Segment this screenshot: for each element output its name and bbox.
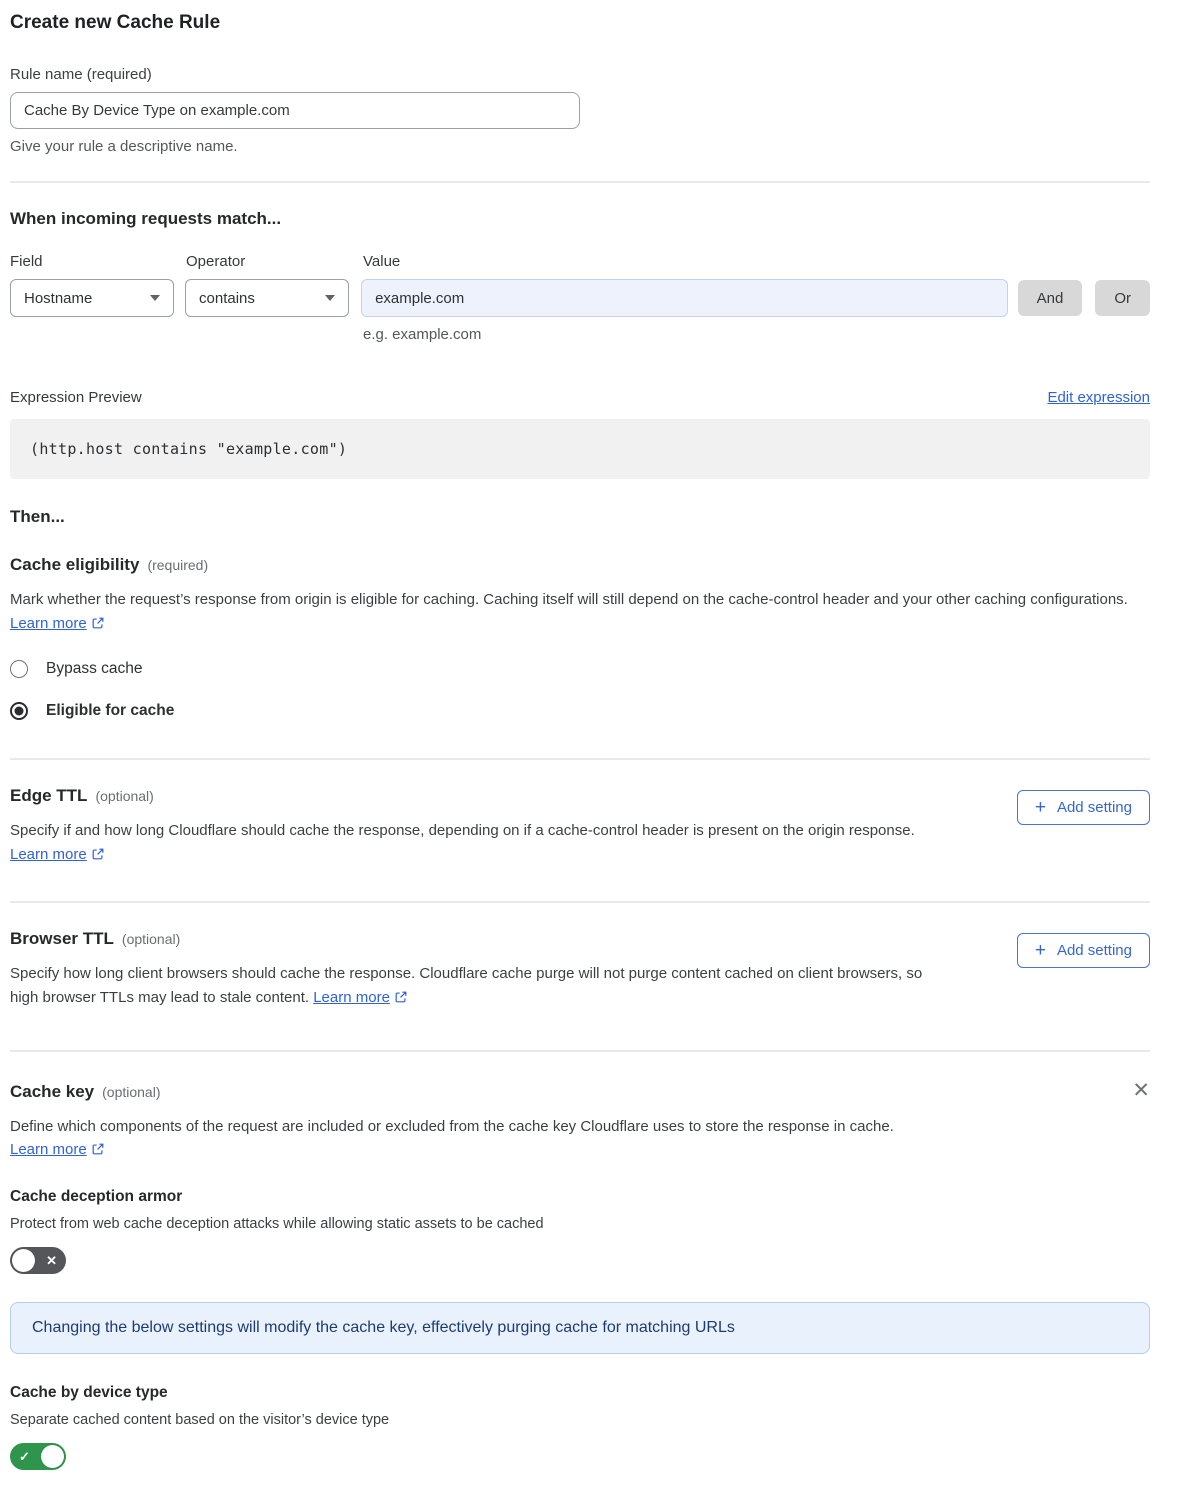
page-title: Create new Cache Rule: [10, 12, 221, 33]
cache-key-description: Define which components of the request are included or excluded from the cache key Cloudflare uses to store the response in cache.: [10, 1118, 894, 1135]
eligible-for-cache-label: Eligible for cache: [46, 702, 175, 719]
learn-more-link[interactable]: Learn more: [10, 615, 87, 632]
cache-eligibility-description: Mark whether the request’s response from origin is eligible for caching. Caching itself will still depend on the cache-control header and your other caching configurations. Learn more: [10, 591, 1128, 632]
radio-icon: [10, 702, 28, 720]
create-cache-rule-form: [10, 0, 1150, 1494]
browser-ttl-description: Specify how long client browsers should cache the response. Cloudflare cache purge will not purge content cached on client browsers, so high browser TTLs may lead to stale content. Learn more: [10, 965, 923, 1006]
chevron-down-icon: [325, 295, 335, 301]
cache-by-device-type-toggle[interactable]: [10, 1443, 66, 1470]
external-link-icon: [91, 616, 105, 630]
learn-more-link[interactable]: Learn more: [10, 846, 87, 863]
plus-icon: +: [1034, 797, 1046, 818]
rule-name-help: Give your rule a descriptive name.: [10, 138, 238, 155]
divider: [10, 901, 1150, 903]
match-field-labels: [10, 253, 1150, 270]
operator-label: Operator: [186, 253, 246, 270]
cache-by-device-type-title: Cache by device type: [10, 1384, 168, 1401]
edge-ttl-add-setting-button[interactable]: + Add setting: [1017, 790, 1150, 825]
toggle-knob: [12, 1249, 35, 1272]
cache-deception-armor-title: Cache deception armor: [10, 1188, 183, 1205]
toggle-state-icon: ✓: [19, 1448, 30, 1464]
operator-select[interactable]: [185, 279, 349, 317]
external-link-icon: [91, 1142, 105, 1156]
divider: [10, 181, 1150, 183]
browser-ttl-title: Browser TTL: [10, 929, 114, 948]
close-icon[interactable]: ✕: [1132, 1079, 1150, 1102]
rule-name-label: Rule name (required): [10, 66, 152, 83]
field-label: Field: [10, 253, 43, 270]
cache-deception-armor-toggle[interactable]: [10, 1247, 66, 1274]
match-heading: When incoming requests match...: [10, 209, 282, 228]
external-link-icon: [394, 990, 408, 1004]
optional-badge: (optional): [121, 931, 181, 947]
cache-eligibility-title: Cache eligibility: [10, 555, 140, 574]
cache-by-device-type-description: Separate cached content based on the visitor’s device type: [10, 1412, 390, 1428]
value-label: Value: [363, 253, 401, 270]
eligible-for-cache-radio[interactable]: [10, 702, 1150, 720]
cache-key-warning-banner: Changing the below settings will modify the cache key, effectively purging cache for matching URLs: [10, 1302, 1150, 1354]
and-button[interactable]: And: [1018, 280, 1083, 316]
chevron-down-icon: [150, 295, 160, 301]
cache-eligibility-header: [10, 555, 1150, 575]
cache-deception-armor-description: Protect from web cache deception attacks while allowing static assets to be cached: [10, 1216, 544, 1232]
value-help: e.g. example.com: [363, 326, 482, 343]
bypass-cache-radio[interactable]: [10, 660, 1150, 678]
divider: [10, 758, 1150, 760]
plus-icon: +: [1034, 940, 1046, 961]
operator-select-value: contains: [199, 289, 255, 307]
learn-more-link[interactable]: Learn more: [313, 989, 390, 1006]
learn-more-link[interactable]: Learn more: [10, 1141, 87, 1158]
match-controls-row: [10, 279, 1150, 317]
radio-icon: [10, 660, 28, 678]
edge-ttl-section: [10, 786, 1150, 867]
rule-name-input[interactable]: [10, 92, 580, 129]
toggle-knob: [41, 1445, 64, 1468]
expression-code-block: (http.host contains "example.com"): [10, 419, 1150, 479]
toggle-state-icon: ✕: [46, 1252, 57, 1268]
field-select[interactable]: [10, 279, 174, 317]
value-input[interactable]: [361, 279, 1008, 317]
field-select-value: Hostname: [24, 289, 93, 307]
cache-key-section: [10, 1078, 1150, 1158]
edge-ttl-description: Specify if and how long Cloudflare should cache the response, depending on if a cache-control header is present on the origin response. Learn more: [10, 822, 915, 863]
external-link-icon: [91, 847, 105, 861]
edge-ttl-title: Edge TTL: [10, 786, 88, 805]
optional-badge: (optional): [102, 1084, 161, 1100]
optional-badge: (optional): [95, 788, 154, 804]
divider: [10, 1050, 1150, 1052]
then-heading: Then...: [10, 507, 65, 526]
expression-preview-row: [10, 389, 1150, 406]
expression-preview-label: Expression Preview: [10, 389, 142, 406]
or-button[interactable]: Or: [1095, 280, 1150, 316]
browser-ttl-add-setting-button[interactable]: + Add setting: [1017, 933, 1150, 968]
bypass-cache-label: Bypass cache: [46, 660, 143, 677]
required-badge: (required): [147, 557, 209, 573]
edit-expression-link[interactable]: Edit expression: [1047, 389, 1150, 406]
browser-ttl-section: [10, 929, 1150, 1010]
cache-key-title: Cache key: [10, 1082, 95, 1101]
